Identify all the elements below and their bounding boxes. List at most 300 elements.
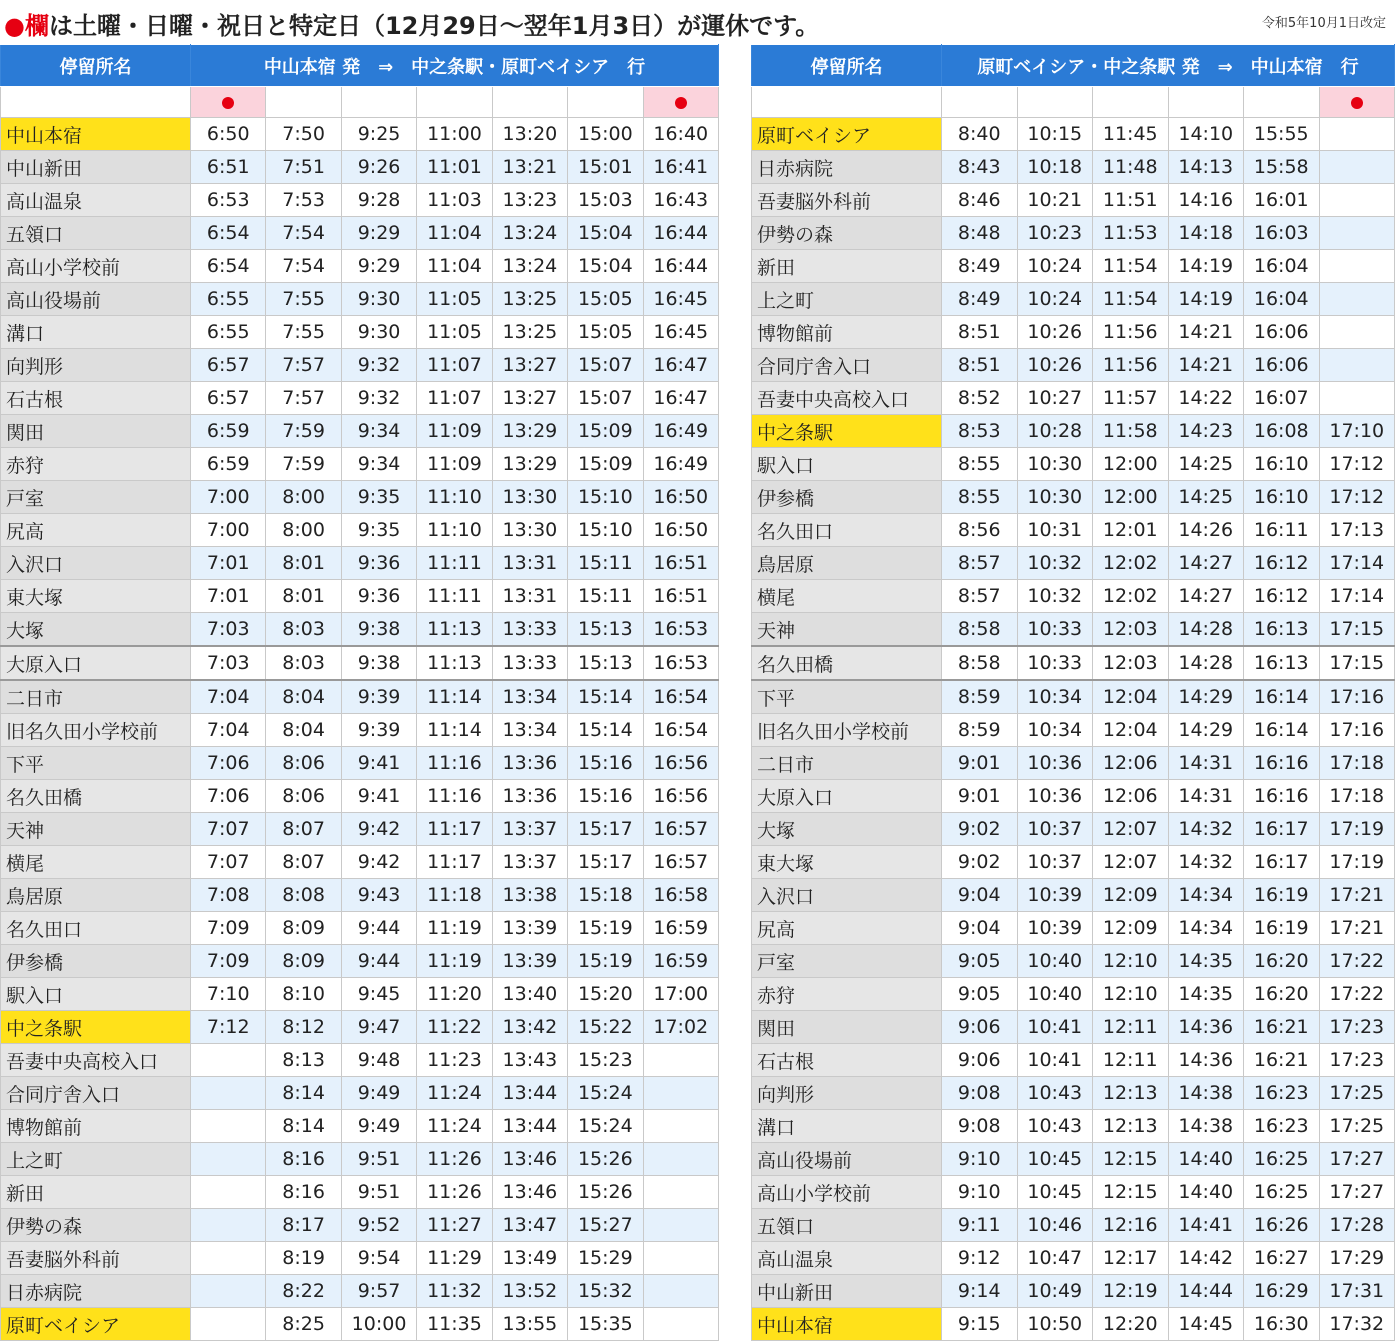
departure-time: 16:08	[1244, 415, 1320, 448]
stop-name: 吾妻脳外科前	[752, 184, 942, 217]
departure-time: 8:17	[266, 1209, 341, 1242]
departure-time: 8:06	[266, 747, 341, 780]
departure-time: 12:00	[1093, 481, 1169, 514]
departure-time: 7:04	[191, 714, 266, 747]
table-row	[752, 879, 1395, 912]
departure-time: 7:04	[191, 680, 266, 714]
departure-time: 16:23	[1244, 1077, 1320, 1110]
departure-time: 11:19	[417, 912, 492, 945]
departure-time: 17:02	[643, 1011, 718, 1044]
departure-time: 8:16	[266, 1143, 341, 1176]
departure-time: 13:52	[492, 1275, 567, 1308]
departure-time: 6:59	[191, 448, 266, 481]
departure-time: 16:13	[1244, 613, 1320, 647]
departure-time	[643, 1176, 718, 1209]
table-row	[1, 879, 719, 912]
departure-time: 15:32	[568, 1275, 643, 1308]
departure-time: 11:07	[417, 349, 492, 382]
departure-time: 14:27	[1168, 580, 1244, 613]
table-row	[752, 1275, 1395, 1308]
departure-time: 16:01	[1244, 184, 1320, 217]
table-row	[1, 912, 719, 945]
departure-time: 13:33	[492, 613, 567, 647]
stop-name: 下平	[752, 680, 942, 714]
departure-time: 16:53	[643, 613, 718, 647]
departure-time: 9:44	[341, 912, 416, 945]
departure-time: 8:04	[266, 680, 341, 714]
departure-time: 12:16	[1093, 1209, 1169, 1242]
departure-time: 12:01	[1093, 514, 1169, 547]
departure-time	[643, 1110, 718, 1143]
departure-time: 10:28	[1017, 415, 1093, 448]
stop-name: 駅入口	[752, 448, 942, 481]
departure-time: 11:00	[417, 118, 492, 151]
departure-time: 8:48	[942, 217, 1018, 250]
departure-time: 11:16	[417, 780, 492, 813]
departure-time	[191, 1275, 266, 1308]
departure-time: 13:29	[492, 448, 567, 481]
departure-time: 9:51	[341, 1176, 416, 1209]
table-row	[752, 448, 1395, 481]
departure-time: 10:37	[1017, 846, 1093, 879]
departure-time: 8:25	[266, 1308, 341, 1341]
table-row	[1, 514, 719, 547]
stop-name: 横尾	[1, 846, 191, 879]
departure-time: 9:30	[341, 316, 416, 349]
departure-time: 12:15	[1093, 1143, 1169, 1176]
departure-time: 17:22	[1319, 945, 1395, 978]
departure-time: 12:09	[1093, 912, 1169, 945]
departure-time: 17:25	[1319, 1077, 1395, 1110]
departure-time: 12:06	[1093, 780, 1169, 813]
departure-time: 13:25	[492, 283, 567, 316]
departure-time: 12:20	[1093, 1308, 1169, 1341]
departure-time: 14:29	[1168, 680, 1244, 714]
departure-time: 7:51	[266, 151, 341, 184]
departure-time: 17:23	[1319, 1011, 1395, 1044]
departure-time: 14:23	[1168, 415, 1244, 448]
departure-time: 7:09	[191, 912, 266, 945]
departure-time: 12:13	[1093, 1077, 1169, 1110]
departure-time: 14:32	[1168, 813, 1244, 846]
stop-name: 石古根	[1, 382, 191, 415]
departure-time: 15:04	[568, 250, 643, 283]
stop-name: 日赤病院	[1, 1275, 191, 1308]
departure-time: 16:57	[643, 813, 718, 846]
departure-time: 8:04	[266, 714, 341, 747]
table-row	[1, 1077, 719, 1110]
notice-text: は土曜・日曜・祝日と特定日（12月29日～翌年1月3日）が運休です。	[48, 12, 820, 40]
departure-time: 17:31	[1319, 1275, 1395, 1308]
departure-time: 16:10	[1244, 448, 1320, 481]
departure-time: 15:55	[1244, 118, 1320, 151]
stop-name: 名久田口	[1, 912, 191, 945]
departure-time: 8:16	[266, 1176, 341, 1209]
departure-time: 16:13	[1244, 646, 1320, 680]
departure-time: 11:17	[417, 846, 492, 879]
red-dot-icon: ●	[4, 12, 25, 40]
departure-time: 9:02	[942, 846, 1018, 879]
stop-name: 東大塚	[752, 846, 942, 879]
departure-time: 16:10	[1244, 481, 1320, 514]
departure-time: 17:00	[643, 978, 718, 1011]
departure-time: 10:31	[1017, 514, 1093, 547]
departure-time: 15:29	[568, 1242, 643, 1275]
departure-time: 14:40	[1168, 1176, 1244, 1209]
departure-time: 17:32	[1319, 1308, 1395, 1341]
table-row	[752, 382, 1395, 415]
departure-time: 16:03	[1244, 217, 1320, 250]
stop-name: 博物館前	[1, 1110, 191, 1143]
departure-time: 11:54	[1093, 250, 1169, 283]
departure-time: 6:51	[191, 151, 266, 184]
departure-time: 16:16	[1244, 747, 1320, 780]
departure-time: 14:32	[1168, 846, 1244, 879]
departure-time: 16:14	[1244, 714, 1320, 747]
departure-time: 11:58	[1093, 415, 1169, 448]
table-row	[752, 646, 1395, 680]
departure-time: 13:36	[492, 747, 567, 780]
stop-name: 伊勢の森	[1, 1209, 191, 1242]
table-row	[1, 580, 719, 613]
departure-time: 8:56	[942, 514, 1018, 547]
departure-time: 8:40	[942, 118, 1018, 151]
departure-time: 14:10	[1168, 118, 1244, 151]
table-row	[752, 514, 1395, 547]
departure-time	[191, 1209, 266, 1242]
departure-time: 8:09	[266, 945, 341, 978]
departure-time: 17:14	[1319, 580, 1395, 613]
departure-time: 12:03	[1093, 613, 1169, 647]
table-row	[752, 1308, 1395, 1341]
departure-time: 8:57	[942, 547, 1018, 580]
departure-time	[643, 1077, 718, 1110]
departure-time: 11:32	[417, 1275, 492, 1308]
departure-time: 10:26	[1017, 316, 1093, 349]
table-row	[752, 1110, 1395, 1143]
departure-time: 17:13	[1319, 514, 1395, 547]
departure-time: 11:04	[417, 217, 492, 250]
departure-time: 9:29	[341, 250, 416, 283]
table-row	[1, 780, 719, 813]
stop-name: 中山本宿	[1, 118, 191, 151]
departure-time: 8:43	[942, 151, 1018, 184]
departure-time: 9:39	[341, 714, 416, 747]
departure-time: 10:21	[1017, 184, 1093, 217]
table-row	[752, 580, 1395, 613]
departure-time: 13:20	[492, 118, 567, 151]
departure-time: 12:06	[1093, 747, 1169, 780]
departure-time: 8:08	[266, 879, 341, 912]
departure-time: 6:57	[191, 382, 266, 415]
departure-time: 13:39	[492, 945, 567, 978]
departure-time: 10:33	[1017, 646, 1093, 680]
departure-time: 9:36	[341, 547, 416, 580]
departure-time: 12:10	[1093, 978, 1169, 1011]
departure-time	[1319, 283, 1395, 316]
departure-time: 14:34	[1168, 879, 1244, 912]
departure-time: 17:15	[1319, 613, 1395, 647]
departure-time: 10:27	[1017, 382, 1093, 415]
departure-time: 17:29	[1319, 1242, 1395, 1275]
departure-time	[191, 1242, 266, 1275]
departure-time: 12:15	[1093, 1176, 1169, 1209]
departure-time: 11:17	[417, 813, 492, 846]
departure-time: 16:59	[643, 945, 718, 978]
departure-time: 9:15	[942, 1308, 1018, 1341]
departure-time: 10:34	[1017, 680, 1093, 714]
departure-time: 13:30	[492, 514, 567, 547]
stop-name: 鳥居原	[752, 547, 942, 580]
table-row	[1, 945, 719, 978]
departure-time: 15:16	[568, 780, 643, 813]
stop-name: 吾妻脳外科前	[1, 1242, 191, 1275]
stop-name: 尻高	[752, 912, 942, 945]
departure-time: 15:35	[568, 1308, 643, 1341]
departure-time: 12:02	[1093, 580, 1169, 613]
departure-time: 15:19	[568, 912, 643, 945]
departure-time: 16:47	[643, 349, 718, 382]
stop-name: 合同庁舎入口	[752, 349, 942, 382]
table-row	[752, 217, 1395, 250]
departure-time: 15:05	[568, 316, 643, 349]
departure-time: 10:30	[1017, 481, 1093, 514]
departure-time: 8:14	[266, 1110, 341, 1143]
notice-red-word: 欄	[24, 12, 49, 40]
departure-time: 13:27	[492, 382, 567, 415]
service-notice	[4, 6, 819, 41]
departure-time: 17:18	[1319, 747, 1395, 780]
departure-time	[1319, 184, 1395, 217]
departure-time: 16:47	[643, 382, 718, 415]
stop-name: 上之町	[1, 1143, 191, 1176]
departure-time: 11:10	[417, 514, 492, 547]
table-row	[1, 714, 719, 747]
departure-time: 16:54	[643, 714, 718, 747]
departure-time: 15:11	[568, 580, 643, 613]
departure-time: 15:05	[568, 283, 643, 316]
departure-time: 16:16	[1244, 780, 1320, 813]
departure-time: 11:26	[417, 1176, 492, 1209]
table-row	[1, 978, 719, 1011]
departure-time: 14:26	[1168, 514, 1244, 547]
departure-time: 8:13	[266, 1044, 341, 1077]
departure-time: 11:10	[417, 481, 492, 514]
table-row	[1, 415, 719, 448]
departure-time: 16:49	[643, 448, 718, 481]
departure-time: 16:30	[1244, 1308, 1320, 1341]
departure-time	[191, 1044, 266, 1077]
departure-time: 17:25	[1319, 1110, 1395, 1143]
departure-time	[643, 1275, 718, 1308]
table-row	[1, 316, 719, 349]
departure-time: 13:33	[492, 646, 567, 680]
departure-time: 14:25	[1168, 448, 1244, 481]
departure-time: 12:03	[1093, 646, 1169, 680]
red-dot-icon	[1351, 97, 1363, 109]
mark-cell	[417, 87, 492, 118]
departure-time: 15:07	[568, 349, 643, 382]
departure-time: 15:07	[568, 382, 643, 415]
departure-time: 11:07	[417, 382, 492, 415]
departure-time: 9:28	[341, 184, 416, 217]
departure-time: 16:19	[1244, 879, 1320, 912]
stop-name: 中山本宿	[752, 1308, 942, 1341]
table-row	[752, 747, 1395, 780]
departure-time: 16:17	[1244, 813, 1320, 846]
departure-time: 10:50	[1017, 1308, 1093, 1341]
departure-time	[1319, 217, 1395, 250]
departure-time: 8:53	[942, 415, 1018, 448]
departure-time: 14:38	[1168, 1077, 1244, 1110]
departure-time: 9:54	[341, 1242, 416, 1275]
departure-time: 15:26	[568, 1143, 643, 1176]
departure-time: 10:40	[1017, 978, 1093, 1011]
departure-time: 16:44	[643, 217, 718, 250]
departure-time: 17:27	[1319, 1143, 1395, 1176]
departure-time: 7:06	[191, 780, 266, 813]
stop-name: 名久田橋	[1, 780, 191, 813]
departure-time: 8:59	[942, 714, 1018, 747]
stop-name: 石古根	[752, 1044, 942, 1077]
stop-name: 戸室	[1, 481, 191, 514]
departure-time: 13:43	[492, 1044, 567, 1077]
stop-name: 中山新田	[1, 151, 191, 184]
departure-time: 12:13	[1093, 1110, 1169, 1143]
departure-time: 16:51	[643, 547, 718, 580]
stop-name: 尻高	[1, 514, 191, 547]
departure-time: 11:56	[1093, 349, 1169, 382]
departure-time: 11:04	[417, 250, 492, 283]
table-row	[1, 1308, 719, 1341]
departure-time: 8:46	[942, 184, 1018, 217]
departure-time: 7:09	[191, 945, 266, 978]
departure-time: 9:42	[341, 813, 416, 846]
mark-cell	[492, 87, 567, 118]
departure-time: 17:16	[1319, 680, 1395, 714]
departure-time: 16:06	[1244, 316, 1320, 349]
departure-time: 12:07	[1093, 813, 1169, 846]
departure-time: 8:03	[266, 613, 341, 647]
stop-name: 中之条駅	[752, 415, 942, 448]
departure-time: 8:10	[266, 978, 341, 1011]
stop-name: 名久田口	[752, 514, 942, 547]
departure-time: 9:44	[341, 945, 416, 978]
table-row	[1, 1044, 719, 1077]
departure-time: 16:23	[1244, 1110, 1320, 1143]
departure-time: 12:11	[1093, 1011, 1169, 1044]
departure-time: 17:14	[1319, 547, 1395, 580]
revision-date: 令和5年10月1日改定	[1261, 16, 1386, 31]
departure-time: 7:06	[191, 747, 266, 780]
departure-time: 13:30	[492, 481, 567, 514]
departure-time: 9:36	[341, 580, 416, 613]
departure-time: 14:36	[1168, 1044, 1244, 1077]
departure-time: 16:26	[1244, 1209, 1320, 1242]
table-row	[1, 1143, 719, 1176]
stop-name: 鳥居原	[1, 879, 191, 912]
table-row	[752, 680, 1395, 714]
stop-name: 上之町	[752, 283, 942, 316]
stop-name: 天神	[752, 613, 942, 647]
stop-name: 吾妻中央高校入口	[1, 1044, 191, 1077]
departure-time: 14:19	[1168, 283, 1244, 316]
departure-time: 11:24	[417, 1077, 492, 1110]
departure-time: 16:29	[1244, 1275, 1320, 1308]
departure-time: 9:30	[341, 283, 416, 316]
stop-name: 関田	[752, 1011, 942, 1044]
departure-time: 9:10	[942, 1143, 1018, 1176]
departure-time: 13:34	[492, 680, 567, 714]
departure-time: 6:54	[191, 217, 266, 250]
departure-time: 15:27	[568, 1209, 643, 1242]
timetable-body	[1, 87, 719, 1341]
departure-time: 13:44	[492, 1110, 567, 1143]
departure-time: 14:21	[1168, 349, 1244, 382]
departure-time: 9:01	[942, 780, 1018, 813]
stop-name: 高山小学校前	[1, 250, 191, 283]
departure-time: 17:28	[1319, 1209, 1395, 1242]
departure-time: 13:40	[492, 978, 567, 1011]
departure-time: 11:51	[1093, 184, 1169, 217]
stop-name: 伊参橋	[752, 481, 942, 514]
stop-name: 新田	[1, 1176, 191, 1209]
departure-time: 10:37	[1017, 813, 1093, 846]
table-row	[752, 613, 1395, 647]
departure-time: 11:54	[1093, 283, 1169, 316]
departure-time: 11:24	[417, 1110, 492, 1143]
departure-time: 16:45	[643, 316, 718, 349]
departure-time: 12:07	[1093, 846, 1169, 879]
departure-time: 16:59	[643, 912, 718, 945]
departure-time: 14:35	[1168, 978, 1244, 1011]
stop-name: 入沢口	[1, 547, 191, 580]
departure-time	[643, 1143, 718, 1176]
departure-time: 9:05	[942, 945, 1018, 978]
departure-time: 16:51	[643, 580, 718, 613]
departure-time: 16:12	[1244, 580, 1320, 613]
departure-time: 11:29	[417, 1242, 492, 1275]
departure-time	[643, 1209, 718, 1242]
stop-name: 関田	[1, 415, 191, 448]
stop-name-header: 停留所名	[1, 45, 191, 87]
departure-time: 9:04	[942, 912, 1018, 945]
departure-time: 9:49	[341, 1077, 416, 1110]
departure-time: 13:46	[492, 1143, 567, 1176]
departure-time: 15:14	[568, 714, 643, 747]
departure-time	[1319, 151, 1395, 184]
table-row	[1, 1209, 719, 1242]
departure-time: 16:25	[1244, 1143, 1320, 1176]
departure-time: 7:07	[191, 813, 266, 846]
table-row	[752, 813, 1395, 846]
departure-time: 16:04	[1244, 283, 1320, 316]
departure-time: 15:09	[568, 415, 643, 448]
table-row	[752, 1176, 1395, 1209]
departure-time: 13:42	[492, 1011, 567, 1044]
departure-time: 15:04	[568, 217, 643, 250]
departure-time	[643, 1308, 718, 1341]
departure-time: 6:59	[191, 415, 266, 448]
departure-time	[1319, 382, 1395, 415]
stop-name: 中之条駅	[1, 1011, 191, 1044]
departure-time: 15:10	[568, 514, 643, 547]
mark-cell	[341, 87, 416, 118]
departure-time: 16:43	[643, 184, 718, 217]
departure-time: 14:40	[1168, 1143, 1244, 1176]
departure-time: 12:19	[1093, 1275, 1169, 1308]
stop-name: 伊勢の森	[752, 217, 942, 250]
